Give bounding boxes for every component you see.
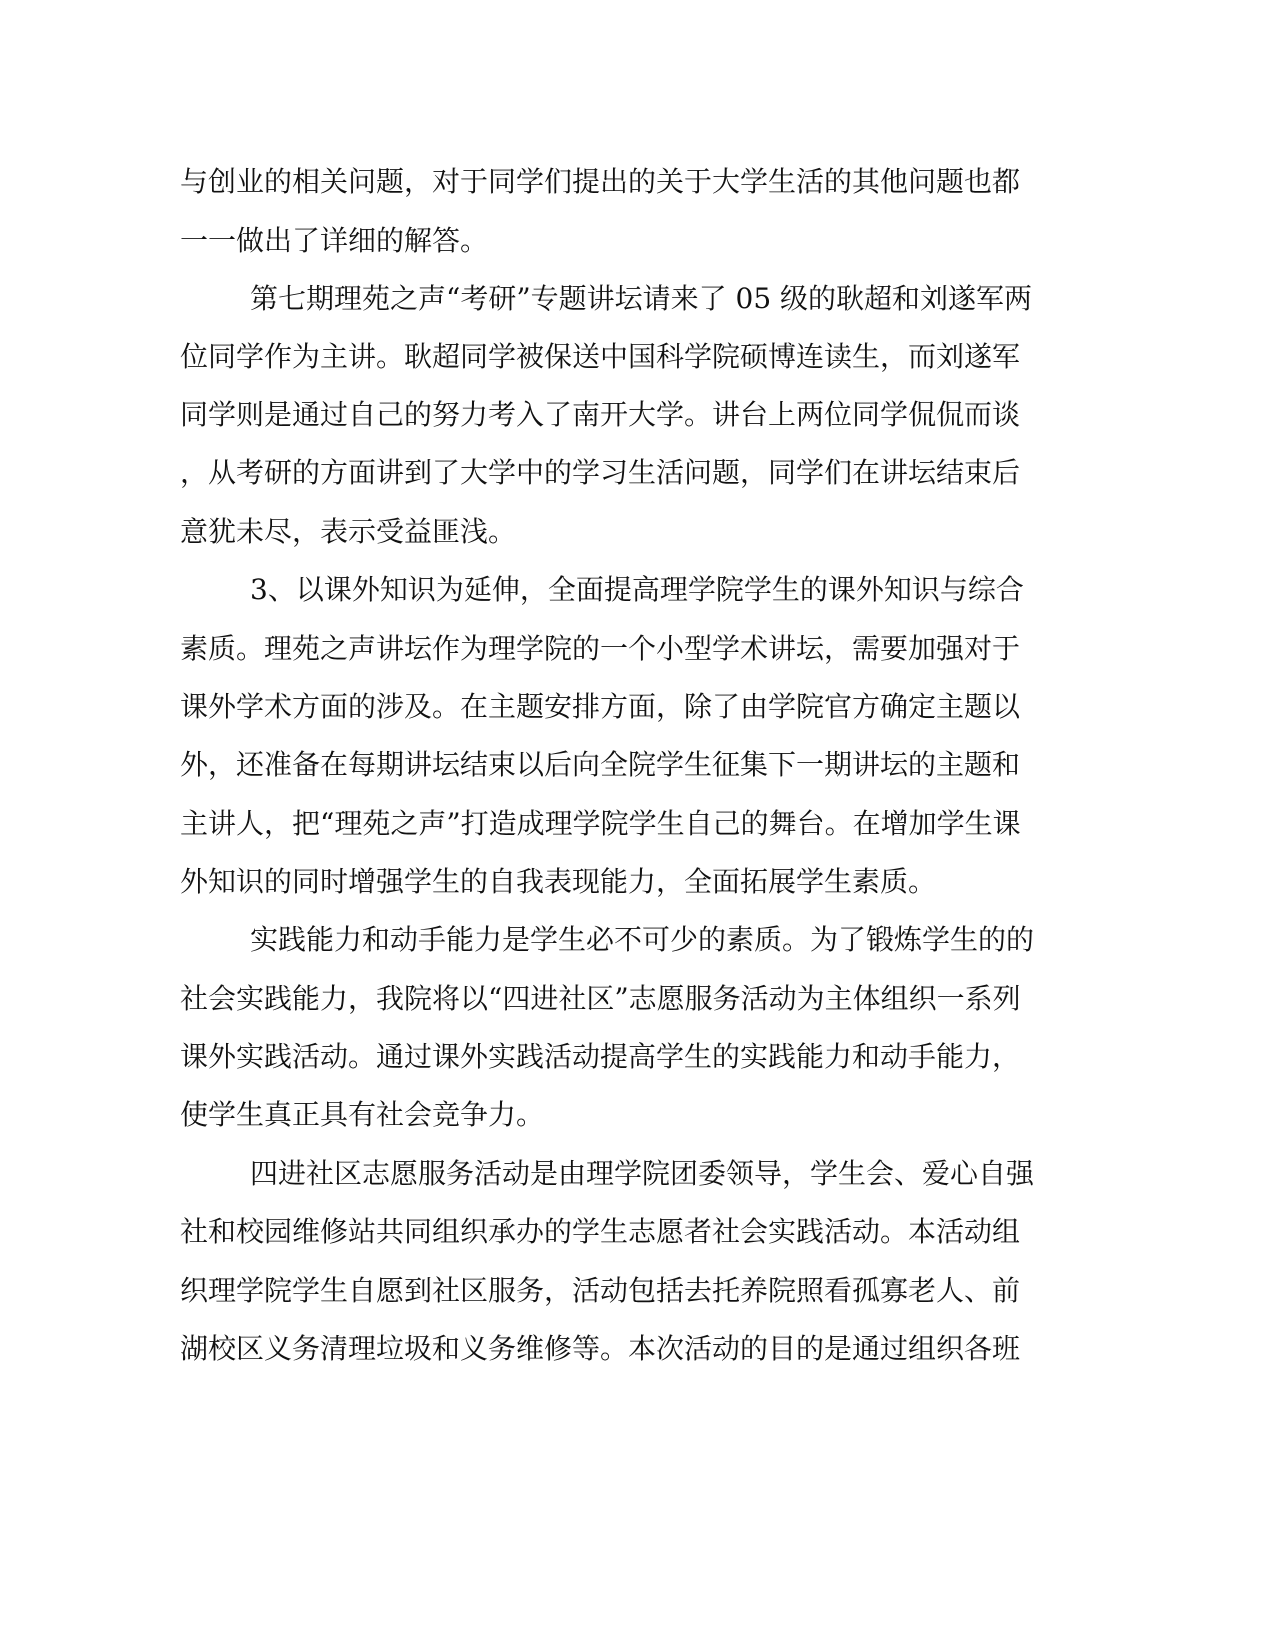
- text-line: 外，还准备在每期讲坛结束以后向全院学生征集下一期讲坛的主题和: [180, 748, 1021, 781]
- text-line: 主讲人，把“理苑之声”打造成理学院学生自己的舞台。在增加学生课: [180, 807, 1021, 840]
- text-line: 外知识的同时增强学生的自我表现能力，全面拓展学生素质。: [180, 865, 937, 898]
- text-line: 社和校园维修站共同组织承办的学生志愿者社会实践活动。本活动组: [180, 1215, 1021, 1248]
- text-line: 四进社区志愿服务活动是由理学院团委领导，学生会、爱心自强: [250, 1157, 1035, 1190]
- text-line: 一一做出了详细的解答。: [180, 224, 489, 257]
- text-line: 与创业的相关问题，对于同学们提出的关于大学生活的其他问题也都: [180, 165, 1021, 198]
- text-line: ，从考研的方面讲到了大学中的学习生活问题，同学们在讲坛结束后: [180, 456, 1021, 489]
- text-line: 社会实践能力，我院将以“四进社区”志愿服务活动为主体组织一系列: [180, 982, 1021, 1015]
- text-line: 同学则是通过自己的努力考入了南开大学。讲台上两位同学侃侃而谈: [180, 398, 1021, 431]
- text-line: 湖校区义务清理垃圾和义务维修等。本次活动的目的是通过组织各班: [180, 1332, 1021, 1365]
- text-line: 课外实践活动。通过课外实践活动提高学生的实践能力和动手能力，: [180, 1040, 1021, 1073]
- text-line: 3、以课外知识为延伸，全面提高理学院学生的课外知识与综合: [250, 573, 1024, 606]
- text-line: 意犹未尽，表示受益匪浅。: [180, 515, 517, 548]
- text-line: 素质。理苑之声讲坛作为理学院的一个小型学术讲坛，需要加强对于: [180, 632, 1021, 665]
- text-line: 使学生真正具有社会竞争力。: [180, 1098, 545, 1131]
- text-line: 织理学院学生自愿到社区服务，活动包括去托养院照看孤寡老人、前: [180, 1274, 1021, 1307]
- text-line: 实践能力和动手能力是学生必不可少的素质。为了锻炼学生的的: [250, 923, 1035, 956]
- text-line: 第七期理苑之声“考研”专题讲坛请来了 05 级的耿超和刘遂军两: [250, 282, 1033, 315]
- text-line: 课外学术方面的涉及。在主题安排方面，除了由学院官方确定主题以: [180, 690, 1021, 723]
- text-line: 位同学作为主讲。耿超同学被保送中国科学院硕博连读生，而刘遂军: [180, 340, 1021, 373]
